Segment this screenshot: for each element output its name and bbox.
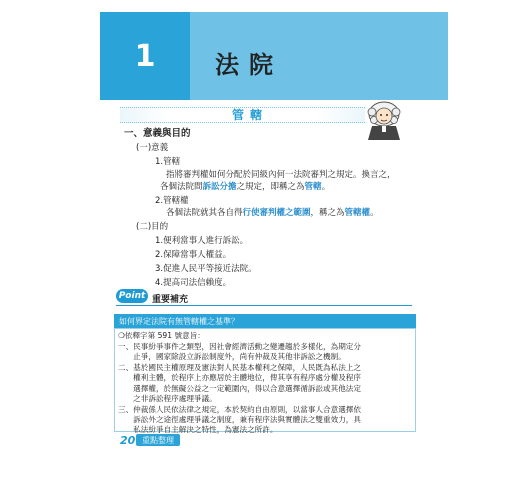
- purpose-item: 4.提高司法信賴度。: [155, 278, 232, 288]
- point-divider: [116, 305, 412, 306]
- purpose-item: 3.促進人民平等接近法院。: [155, 264, 257, 274]
- item1-line1: 指將審判權如何分配於同級內何一法院審判之規定。換言之，: [166, 170, 396, 180]
- item2-label: 2.管轄權: [155, 196, 189, 206]
- purpose-label: (二)目的: [136, 222, 169, 232]
- chapter-title: 法院: [215, 51, 283, 79]
- answer-line: 選擇權，於無礙公益之一定範圍內，得以合意選擇循訴訟或其他法定: [118, 384, 361, 393]
- question-bar: [114, 314, 416, 328]
- page-number: 20: [120, 434, 136, 447]
- purpose-item: 2.保障當事人權益。: [155, 250, 232, 260]
- item1-line2-pre: 各個法院間: [160, 182, 203, 192]
- item1-line2-em2: 管轄: [304, 182, 322, 192]
- answer-line: 一、民事紛爭事件之類型，因社會經濟活動之變遷趨於多樣化，為期定分: [118, 342, 361, 351]
- answer-line: 之非訴訟程序處理爭議。: [118, 394, 217, 403]
- point-badge: Point: [116, 289, 148, 303]
- item1-line2: [160, 182, 330, 193]
- answer-line: 私法紛爭自主解決之特性，為憲法之所許。: [118, 425, 278, 434]
- meaning-label: (一)意義: [136, 143, 169, 153]
- purpose-item: 1.便利當事人進行訴訟。: [155, 236, 249, 246]
- answer-line: 止爭，國家除設立訴訟制度外，尚有仲裁及其他非訴訟之機制。: [118, 352, 346, 361]
- section-title: 管轄: [232, 108, 269, 122]
- answer-line: 二、基於國民主權原理及憲法對人民基本權利之保障，人民既為私法上之: [118, 363, 361, 372]
- judge-mascot-icon: [362, 96, 406, 140]
- item1-label: 1.管轄: [155, 157, 181, 167]
- item2-line1: [166, 208, 379, 219]
- item1-line2-post: 。: [321, 182, 331, 192]
- chapter-number-tab: [100, 12, 190, 100]
- question-text: 如何界定法院有無管轄權之基準？: [119, 316, 239, 326]
- item2-line1-post: 。: [370, 208, 379, 218]
- item2-line1-mid: ，稱之為: [310, 208, 345, 218]
- item1-line2-em: 訴訟分擔: [202, 182, 237, 192]
- chapter-number: 1: [134, 38, 156, 74]
- item1-line2-mid: 之規定，即稱之為: [236, 182, 305, 192]
- item2-line1-pre: 各個法院就其各自得: [166, 208, 243, 218]
- answer-line: 權利主體，於程序上亦應居於主體地位，俾其享有程序處分權及程序: [118, 373, 361, 382]
- outline-heading: 一、意義與目的: [124, 128, 191, 139]
- point-label: 重要補充: [152, 295, 189, 305]
- answer-line: 三、仲裁係人民依法律之規定，本於契約自由原則，以當事人合意選擇依: [118, 405, 361, 414]
- item2-line1-em2: 管轄權: [344, 208, 371, 218]
- answer-line: 訴訟外之途徑處理爭議之制度，兼有程序法與實體法之雙重效力，具: [118, 415, 361, 424]
- item2-line1-em: 行使審判權之範圍: [242, 208, 311, 218]
- footer-tag: 重點整理: [136, 434, 180, 446]
- answer-lead: ❍依釋字第 591 號意旨：: [118, 331, 205, 340]
